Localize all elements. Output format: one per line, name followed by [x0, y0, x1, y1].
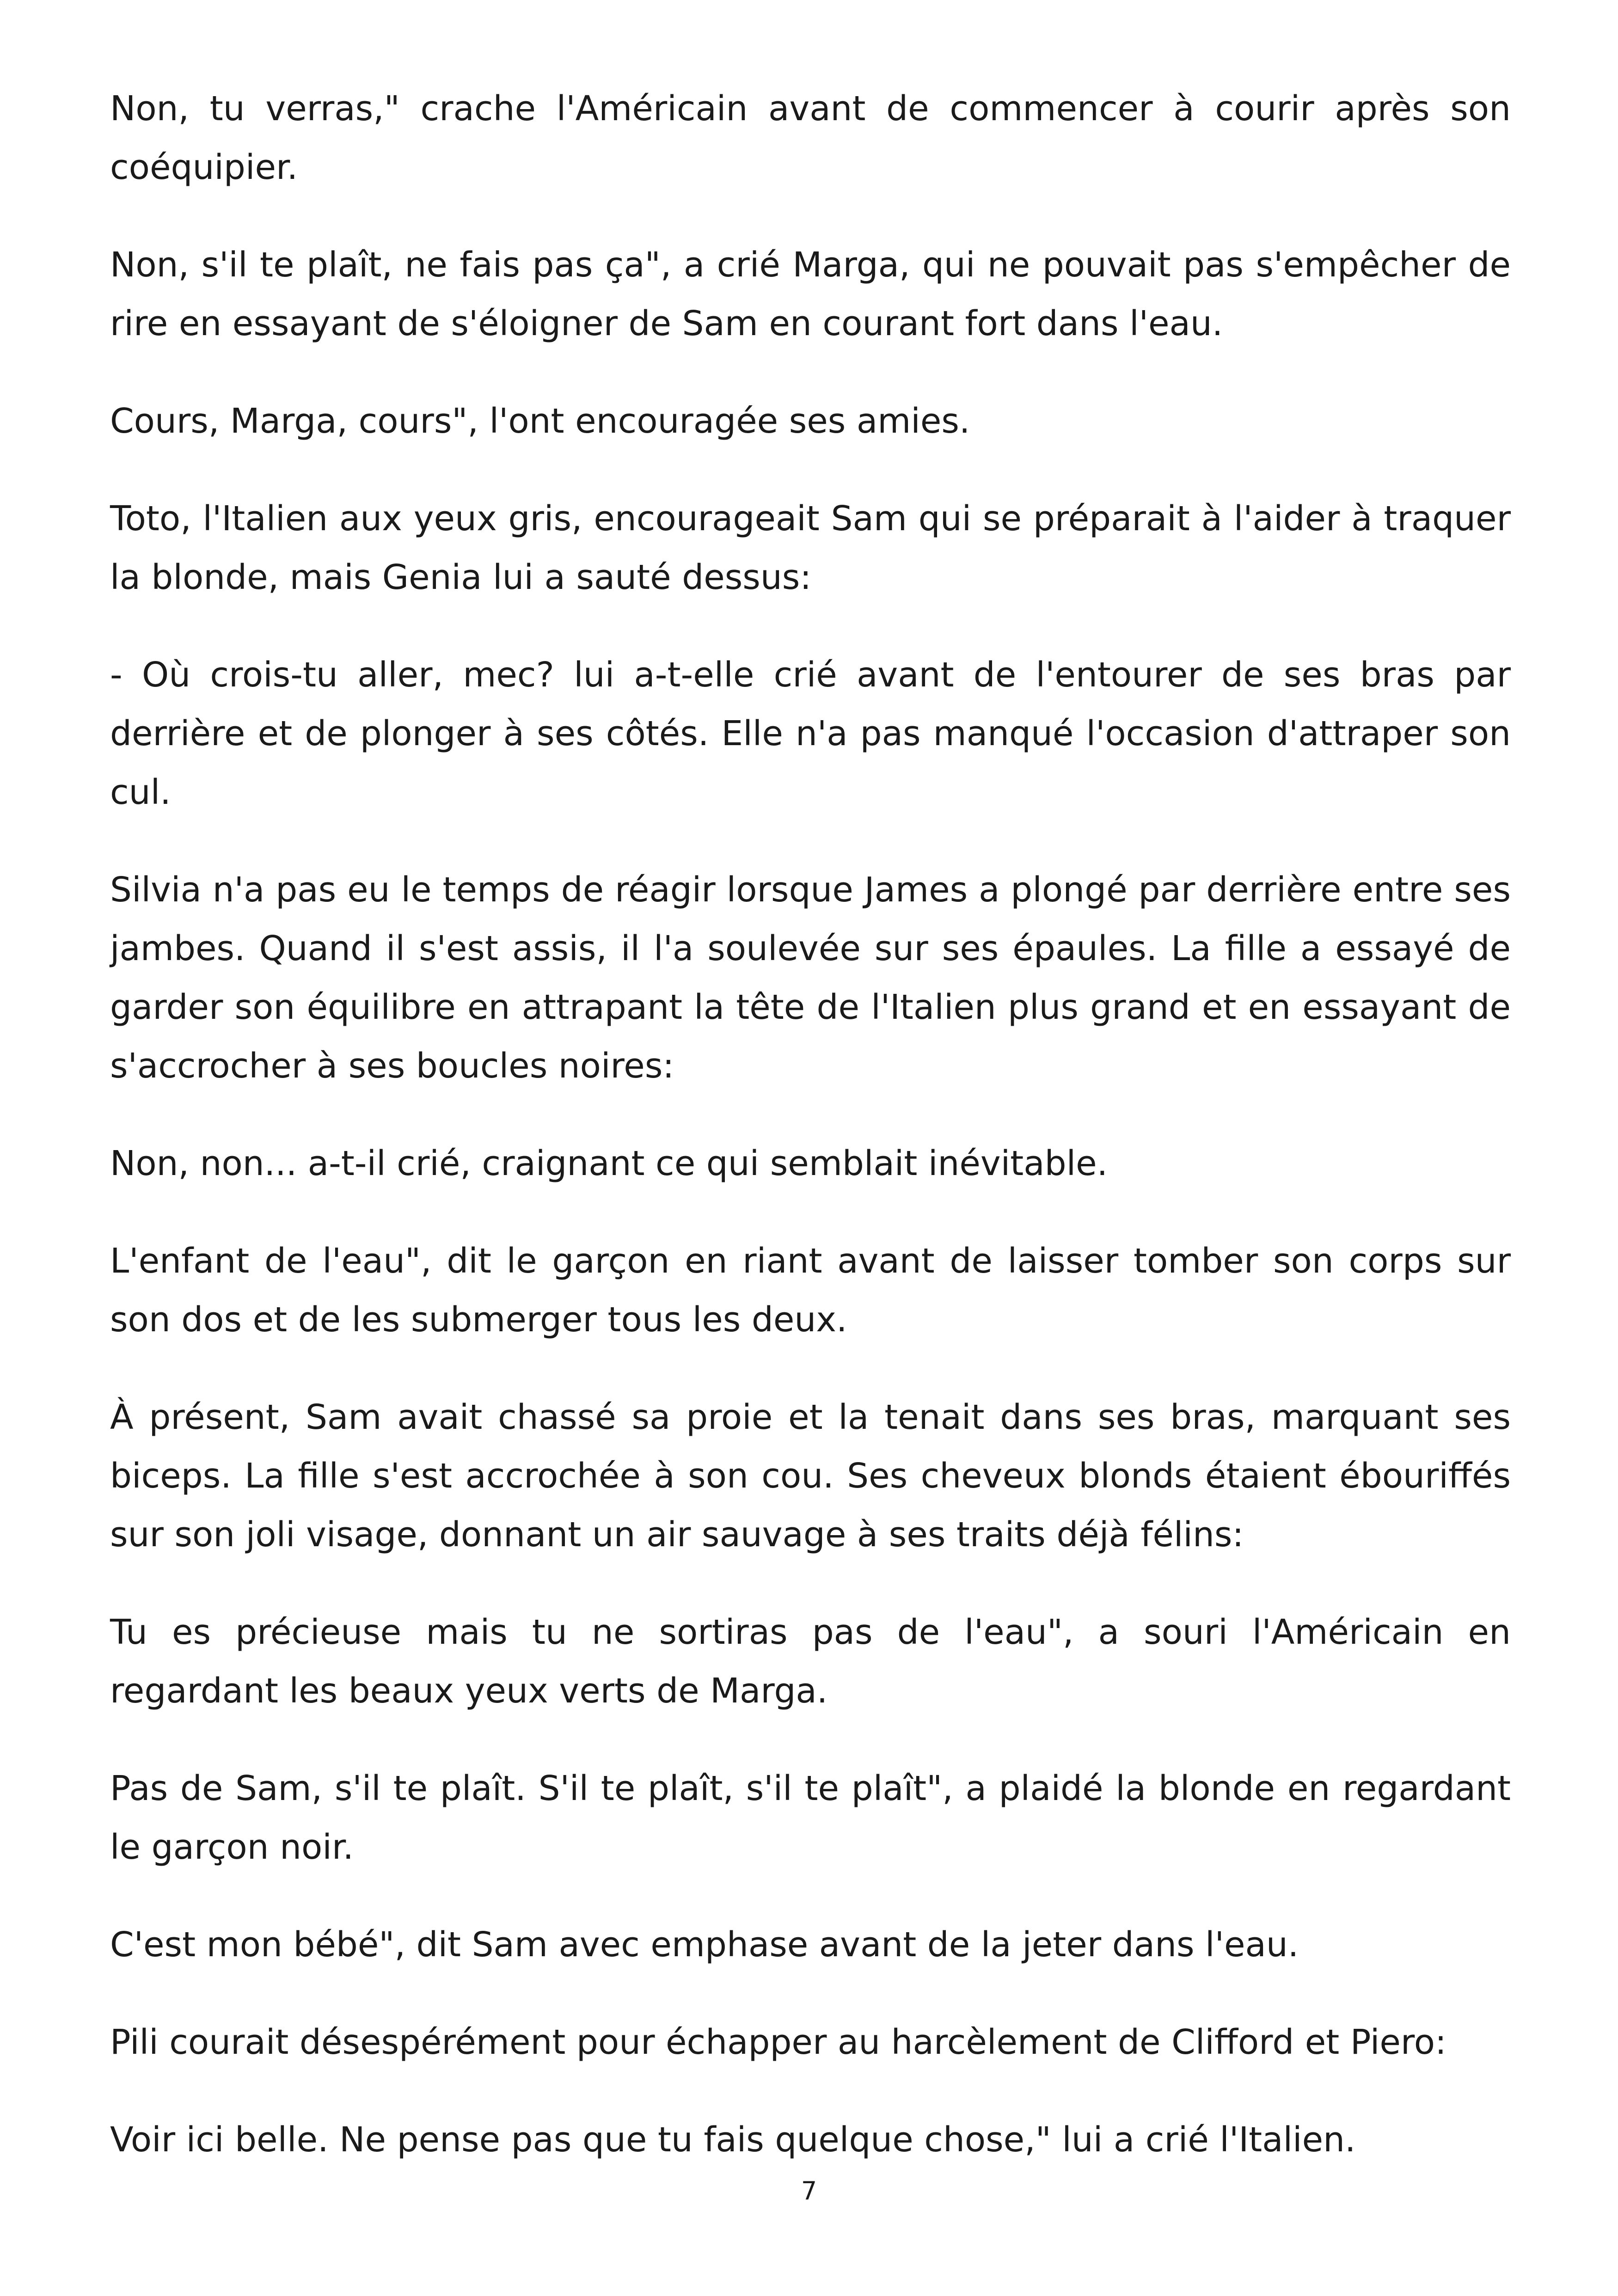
paragraph: Non, non... a-t-il crié, craignant ce qui semblait inévitable.	[110, 1144, 1108, 1183]
paragraph: À présent, Sam avait chassé sa proie et la tenait dans ses bras, marquant ses biceps. La fille s'est accrochée à son cou. Ses cheveux blonds étaient ébouriffés sur son joli visage, donnant un air sauvage à ses traits déjà félins:	[110, 1397, 1511, 1555]
paragraph: Silvia n'a pas eu le temps de réagir lorsque James a plongé par derrière entre ses jambes. Quand il s'est assis, il l'a soulevée sur ses épaules. La fille a essayé de garder son équilibre en attrapant la tête de l'Italien plus grand et en essayant de s'accrocher à ses boucles noires:	[110, 870, 1511, 1086]
paragraph: Non, s'il te plaît, ne fais pas ça", a crié Marga, qui ne pouvait pas s'empêcher de rire en essayant de s'éloigner de Sam en courant fort dans l'eau.	[110, 245, 1511, 343]
paragraph: Cours, Marga, cours", l'ont encouragée ses amies.	[110, 401, 970, 441]
paragraph: C'est mon bébé", dit Sam avec emphase avant de la jeter dans l'eau.	[110, 1925, 1299, 1965]
paragraph: Non, tu verras," crache l'Américain avant de commencer à courir après son coéquipier.	[110, 89, 1511, 187]
page-number: 7	[801, 2176, 817, 2205]
paragraph: Pas de Sam, s'il te plaît. S'il te plaît, s'il te plaît", a plaidé la blonde en regardant le garçon noir.	[110, 1769, 1511, 1867]
paragraph: Pili courait désespérément pour échapper au harcèlement de Clifford et Piero:	[110, 2022, 1446, 2062]
page-body	[110, 80, 1511, 2169]
paragraph: - Où crois-tu aller, mec? lui a-t-elle crié avant de l'entourer de ses bras par derrière et de plonger à ses côtés. Elle n'a pas manqué l'occasion d'attraper son cul.	[110, 655, 1511, 812]
paragraph: Tu es précieuse mais tu ne sortiras pas de l'eau", a souri l'Américain en regardant les beaux yeux verts de Marga.	[110, 1612, 1511, 1711]
paragraph: L'enfant de l'eau", dit le garçon en riant avant de laisser tomber son corps sur son dos et de les submerger tous les deux.	[110, 1241, 1511, 1340]
paragraph: Voir ici belle. Ne pense pas que tu fais quelque chose," lui a crié l'Italien.	[110, 2120, 1356, 2160]
paragraph: Toto, l'Italien aux yeux gris, encourageait Sam qui se préparait à l'aider à traquer la blonde, mais Genia lui a sauté dessus:	[110, 499, 1511, 597]
